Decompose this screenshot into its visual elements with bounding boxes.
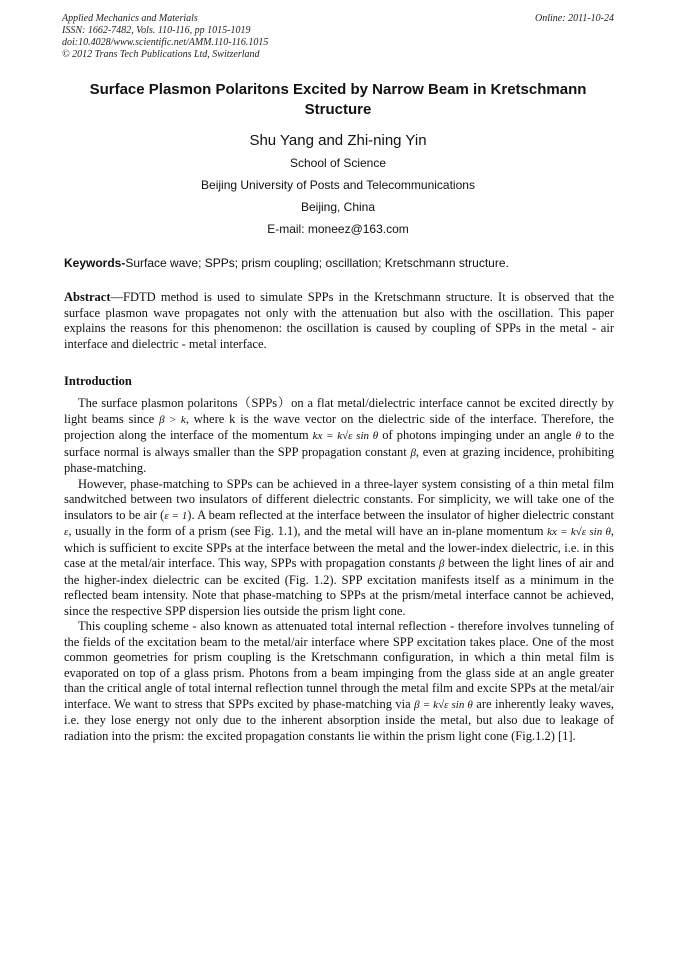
- section-heading-introduction: Introduction: [64, 374, 132, 388]
- intro-paragraph-1: The surface plasmon polaritons（SPPs）on a flat metal/dielectric interface cannot be excited directly by light beams since β > k, where k is the wave vector on the dielectric side of the interface. Therefore, the projection along the interface of the momentum kx = k√ε sin θ of photons impinging under an angle θ to the surface normal is always smaller than the SPP propagation constant β, even at grazing incidence, prohibiting phase-matching.: [64, 396, 614, 475]
- math-beta-gt-k: β > k: [159, 413, 186, 426]
- abstract: [64, 290, 614, 352]
- keywords-text: Surface wave; SPPs; prism coupling; oscillation; Kretschmann structure.: [125, 256, 509, 270]
- abstract-text: —FDTD method is used to simulate SPPs in the Kretschmann structure. It is observed that the surface plasmon wave propagates not only with the attenuation but also with the oscillation. This paper explains the reasons for this phenomenon: the oscillation is caused by coupling of SPPs in the metal - air interface and dielectric - metal interface.: [64, 290, 614, 351]
- journal-name: Applied Mechanics and Materials: [62, 13, 198, 24]
- math-eps-1: ε = 1: [164, 509, 188, 522]
- affiliation-university: Beijing University of Posts and Telecommunications: [201, 178, 475, 192]
- math-kx-2: kx = k√ε sin θ: [547, 526, 611, 538]
- doi-line: doi:10.4028/www.scientific.net/AMM.110-116.1015: [62, 37, 269, 48]
- affiliation-school: School of Science: [289, 156, 387, 170]
- journal-header: [62, 13, 268, 61]
- paper-authors: Shu Yang and Zhi-ning Yin: [249, 132, 427, 149]
- math-theta: θ: [575, 430, 581, 442]
- math-kx: kx = k√ε sin θ: [312, 430, 379, 442]
- affiliation-email: E-mail: moneez@163.com: [267, 222, 409, 236]
- keywords: [64, 256, 614, 270]
- math-beta-eq: β = k√ε sin θ: [414, 698, 473, 711]
- online-date: Online: 2011-10-24: [535, 13, 614, 24]
- keywords-label: Keywords-: [64, 256, 126, 270]
- introduction-body: [64, 396, 614, 744]
- paper-title: Surface Plasmon Polaritons Excited by Narrow Beam in Kretschmann Structure: [89, 81, 587, 118]
- intro-paragraph-2: However, phase-matching to SPPs can be achieved in a three-layer system consisting of a thin metal film sandwitched between two insulators of different dielectric constants. For simplicity, we will take one of the insulators to be air (ε = 1). A beam reflected at the interface between the insulator of higher dielectric constant ε, usually in the form of a prism (see Fig. 1.1), and the metal will have an in-plane momentum kx = k√ε sin θ, which is sufficient to excite SPPs at the interface between the metal and the lower-index dielectric, i.e. in this case at the metal/air interface. This way, SPPs with propagation constants β between the light lines of air and the higher-index dielectric can be excited (Fig. 1.2). SPP excitation manifests itself as a minimum in the reflected beam intensity. Note that phase-matching to SPPs at the prism/metal interface cannot be achieved, since the respective SPP dispersion lies outside the prism light cone.: [64, 476, 614, 618]
- math-beta-2: β: [438, 558, 445, 570]
- issn-line: ISSN: 1662-7482, Vols. 110-116, pp 1015-1019: [62, 25, 251, 36]
- abstract-label: Abstract: [64, 290, 111, 304]
- math-beta: β: [410, 446, 416, 459]
- affiliation-city: Beijing, China: [300, 200, 376, 214]
- math-eps: ε: [64, 526, 69, 538]
- copyright-line: © 2012 Trans Tech Publications Ltd, Switzerland: [62, 49, 260, 60]
- intro-paragraph-3: This coupling scheme - also known as attenuated total internal reflection - therefore involves tunneling of the fields of the excitation beam to the metal/air interface where SPP excitation takes place. One of the most common geometries for prism coupling is the Kretschmann configuration, in which a thin metal film is evaporated on top of a glass prism. Photons from a beam impinging from the glass side at an angle greater than the critical angle of total internal reflection tunnel through the metal film and excite SPPs at the metal/air interface. We want to stress that SPPs excited by phase-matching via β = k√ε sin θ are inherently leaky waves, i.e. they lose energy not only due to the inherent absorption inside the metal, but also due to leakage of radiation into the prism: the excited propagation constants lie within the prism light cone (Fig.1.2) [1].: [64, 619, 614, 743]
